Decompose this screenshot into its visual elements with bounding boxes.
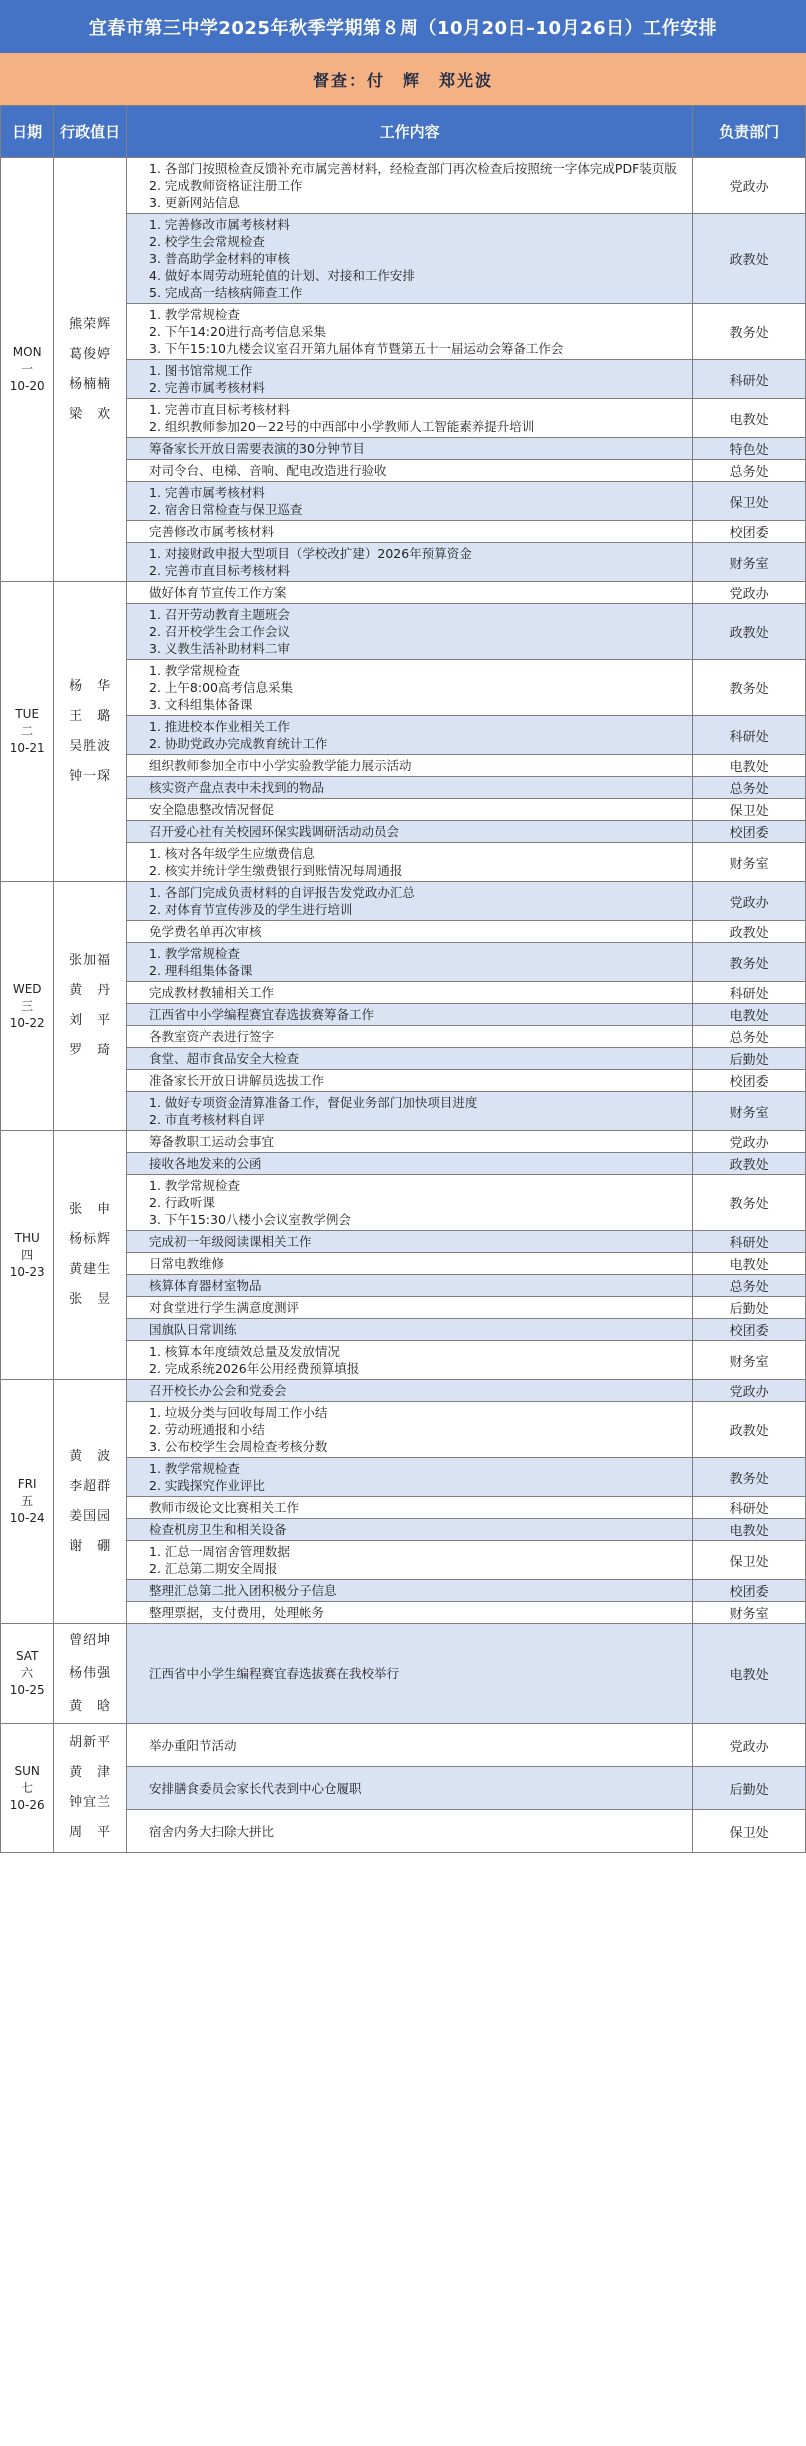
work-line: 1. 各部门按照检查反馈补充市属完善材料，经检查部门再次检查后按照统一字体完成PDF装页版: [149, 161, 677, 176]
dept-cell: 政教处: [693, 1153, 806, 1175]
header-duty: 行政值日: [54, 106, 127, 158]
dept-cell: 校团委: [693, 1070, 806, 1092]
work-line: 宿舍内务大扫除大拼比: [149, 1823, 275, 1839]
table-header-row: [1, 106, 806, 158]
work-line: 1. 图书馆常规工作: [149, 363, 253, 378]
dept-cell: 总务处: [693, 777, 806, 799]
work-line: 日常电教维修: [149, 1256, 225, 1271]
work-content-cell: [127, 521, 693, 543]
work-content-cell: [127, 1724, 693, 1767]
dept-cell: 教务处: [693, 660, 806, 716]
duty-person: 吴胜波: [69, 738, 112, 754]
dept-cell: 党政办: [693, 158, 806, 214]
work-line: 2. 理科组集体备课: [149, 963, 253, 978]
duty-person: 李超群: [69, 1478, 112, 1494]
dept-cell: 政教处: [693, 214, 806, 304]
work-line: 召开校长办公会和党委会: [149, 1383, 287, 1398]
work-line: 1. 对接财政申报大型项目（学校改扩建）2026年预算资金: [149, 546, 472, 561]
day-code: MON: [12, 345, 42, 359]
work-line: 5. 完成高一结核病筛查工作: [149, 285, 303, 300]
work-content-cell: [127, 1624, 693, 1724]
day-date: 10-24: [9, 1511, 45, 1525]
work-line: 国旗队日常训练: [149, 1322, 237, 1337]
dept-cell: 教务处: [693, 943, 806, 982]
dept-cell: 后勤处: [693, 1767, 806, 1810]
day-cn: 四: [21, 1247, 34, 1262]
work-line: 做好体育节宣传工作方案: [149, 585, 287, 600]
table-row: [1, 1724, 806, 1767]
table-row: [1, 882, 806, 921]
day-date: 10-22: [9, 1015, 45, 1030]
day-date: 10-20: [9, 379, 45, 393]
duty-person: 周 平: [69, 1825, 112, 1840]
duty-person: 杨标辉: [69, 1232, 112, 1247]
work-content-cell: [127, 360, 693, 399]
work-content-cell: [127, 438, 693, 460]
dept-cell: 校团委: [693, 521, 806, 543]
duty-cell: [54, 882, 127, 1131]
duty-person: 王 璐: [69, 708, 112, 724]
header-content: 工作内容: [127, 106, 693, 158]
day-cn: 七: [21, 1780, 34, 1795]
work-content-cell: [127, 821, 693, 843]
duty-person: 张 昱: [69, 1292, 112, 1307]
header-dept: 负责部门: [693, 106, 806, 158]
work-line: 1. 垃圾分类与回收每周工作小结: [149, 1405, 328, 1420]
day-code: WED: [12, 981, 42, 996]
dept-cell: 后勤处: [693, 1297, 806, 1319]
work-content-cell: [127, 755, 693, 777]
work-line: 3. 下午15:10九楼会议室召开第九届体育节暨第五十一届运动会筹备工作会: [149, 341, 564, 356]
schedule-table: [0, 105, 806, 1853]
work-content-cell: [127, 799, 693, 821]
day-date: 10-21: [9, 741, 45, 755]
work-content-cell: [127, 716, 693, 755]
work-line: 江西省中小学编程赛宜春选拔赛筹备工作: [149, 1007, 375, 1022]
duty-cell: [54, 1131, 127, 1380]
work-line: 3. 公布校学生会周检查考核分数: [149, 1439, 328, 1454]
work-line: 1. 各部门完成负责材料的自评报告发党政办汇总: [149, 885, 415, 900]
work-line: 检查机房卫生和相关设备: [149, 1522, 287, 1537]
work-line: 1. 推进校本作业相关工作: [149, 719, 290, 734]
work-line: 2. 召开校学生会工作会议: [149, 624, 290, 639]
work-line: 4. 做好本周劳动班轮值的计划、对接和工作安排: [149, 268, 415, 283]
work-content-cell: [127, 1341, 693, 1380]
work-line: 1. 汇总一周宿舍管理数据: [149, 1544, 290, 1559]
work-line: 对食堂进行学生满意度测评: [149, 1300, 300, 1315]
day-date: 10-23: [9, 1264, 45, 1279]
work-line: 2. 核实并统计学生缴费银行到账情况每周通报: [149, 863, 403, 878]
work-content-cell: [127, 1319, 693, 1341]
work-line: 2. 汇总第二期安全周报: [149, 1561, 278, 1576]
dept-cell: 党政办: [693, 1131, 806, 1153]
work-line: 食堂、超市食品安全大检查: [149, 1051, 300, 1066]
duty-person: 杨 华: [69, 678, 112, 694]
dept-cell: 校团委: [693, 1580, 806, 1602]
dept-cell: 电教处: [693, 1253, 806, 1275]
work-content-cell: [127, 1253, 693, 1275]
table-row: [1, 1624, 806, 1724]
dept-cell: 科研处: [693, 716, 806, 755]
work-content-cell: [127, 1541, 693, 1580]
work-line: 安排膳食委员会家长代表到中心仓履职: [149, 1780, 362, 1796]
duty-person: 梁 欢: [69, 406, 112, 422]
work-content-cell: [127, 1153, 693, 1175]
work-line: 3. 更新网站信息: [149, 195, 240, 210]
work-content-cell: [127, 1004, 693, 1026]
duty-person: 黄 丹: [69, 983, 112, 998]
work-content-cell: [127, 777, 693, 799]
work-content-cell: [127, 1580, 693, 1602]
work-content-cell: [127, 1767, 693, 1810]
work-content-cell: [127, 582, 693, 604]
day-cell: [1, 158, 54, 582]
work-content-cell: [127, 1297, 693, 1319]
work-content-cell: [127, 982, 693, 1004]
day-code: SAT: [15, 1649, 39, 1663]
work-line: 2. 上午8:00高考信息采集: [149, 680, 293, 695]
work-content-cell: [127, 921, 693, 943]
day-cn: 六: [21, 1666, 34, 1680]
dept-cell: 电教处: [693, 399, 806, 438]
duty-person: 罗 琦: [69, 1043, 112, 1058]
dept-cell: 后勤处: [693, 1048, 806, 1070]
day-cell: [1, 1724, 54, 1853]
duty-person: 杨楠楠: [69, 376, 112, 392]
supervisor-banner: 督查：付 辉 郑光波: [0, 53, 806, 105]
work-content-cell: [127, 1810, 693, 1853]
work-line: 2. 实践探究作业评比: [149, 1478, 265, 1493]
duty-person: 钟宜兰: [69, 1795, 112, 1810]
work-line: 2. 行政听课: [149, 1195, 215, 1210]
work-content-cell: [127, 1519, 693, 1541]
duty-person: 胡新平: [69, 1735, 112, 1750]
work-line: 筹备家长开放日需要表演的30分钟节目: [149, 441, 365, 456]
dept-cell: 财务室: [693, 1092, 806, 1131]
day-cell: [1, 1624, 54, 1724]
day-date: 10-26: [9, 1797, 45, 1812]
work-line: 对司令台、电梯、音响、配电改造进行验收: [149, 463, 387, 478]
work-line: 1. 做好专项资金清算准备工作，督促业务部门加快项目进度: [149, 1095, 478, 1110]
work-line: 1. 召开劳动教育主题班会: [149, 607, 290, 622]
work-line: 2. 完成教师资格证注册工作: [149, 178, 303, 193]
dept-cell: 财务室: [693, 1602, 806, 1624]
duty-person: 熊荣辉: [69, 316, 112, 332]
dept-cell: 校团委: [693, 1319, 806, 1341]
work-content-cell: [127, 158, 693, 214]
work-line: 各教室资产表进行签字: [149, 1029, 275, 1044]
work-content-cell: [127, 304, 693, 360]
duty-cell: [54, 1724, 127, 1853]
work-content-cell: [127, 214, 693, 304]
dept-cell: 党政办: [693, 882, 806, 921]
page-title: 宜春市第三中学2025年秋季学期第８周（10月20日–10月26日）工作安排: [0, 0, 806, 53]
day-cell: [1, 882, 54, 1131]
work-line: 安全隐患整改情况督促: [149, 802, 275, 817]
dept-cell: 电教处: [693, 755, 806, 777]
dept-cell: 总务处: [693, 1275, 806, 1297]
work-line: 教师市级论文比赛相关工作: [149, 1500, 300, 1515]
work-line: 1. 完善市直目标考核材料: [149, 402, 290, 417]
dept-cell: 科研处: [693, 1231, 806, 1253]
work-line: 2. 协助党政办完成教育统计工作: [149, 736, 328, 751]
work-content-cell: [127, 1026, 693, 1048]
work-line: 3. 下午15:30八楼小会议室教学例会: [149, 1212, 351, 1227]
duty-person: 姜国园: [69, 1508, 112, 1524]
work-content-cell: [127, 399, 693, 438]
dept-cell: 科研处: [693, 1497, 806, 1519]
duty-person: 黄建生: [69, 1262, 112, 1277]
work-line: 2. 对体育节宣传涉及的学生进行培训: [149, 902, 353, 917]
work-content-cell: [127, 660, 693, 716]
work-line: 1. 教学常规检查: [149, 307, 240, 322]
work-content-cell: [127, 1275, 693, 1297]
day-date: 10-25: [9, 1683, 45, 1697]
dept-cell: 党政办: [693, 1380, 806, 1402]
dept-cell: 政教处: [693, 1402, 806, 1458]
work-content-cell: [127, 1048, 693, 1070]
day-cn: 二: [21, 724, 34, 738]
duty-person: 张加福: [69, 953, 112, 968]
dept-cell: 总务处: [693, 1026, 806, 1048]
day-cn: 五: [21, 1494, 34, 1508]
work-content-cell: [127, 1070, 693, 1092]
work-content-cell: [127, 460, 693, 482]
work-content-cell: [127, 882, 693, 921]
dept-cell: 政教处: [693, 604, 806, 660]
dept-cell: 保卫处: [693, 799, 806, 821]
work-line: 2. 完善市直目标考核材料: [149, 563, 290, 578]
day-code: THU: [14, 1230, 40, 1245]
duty-person: 黄 晗: [69, 1699, 112, 1714]
duty-person: 葛俊婷: [69, 346, 112, 362]
dept-cell: 教务处: [693, 304, 806, 360]
table-row: [1, 158, 806, 214]
work-line: 完成教材教辅相关工作: [149, 985, 275, 1000]
dept-cell: 特色处: [693, 438, 806, 460]
work-line: 3. 普高助学金材料的审核: [149, 251, 290, 266]
work-line: 1. 核算本年度绩效总量及发放情况: [149, 1344, 340, 1359]
dept-cell: 电教处: [693, 1624, 806, 1724]
work-line: 核算体育器材室物品: [149, 1278, 262, 1293]
schedule-body: [1, 158, 806, 1853]
work-content-cell: [127, 1380, 693, 1402]
day-cn: 一: [21, 362, 34, 376]
work-line: 2. 下午14:20进行高考信息采集: [149, 324, 326, 339]
day-code: FRI: [17, 1477, 37, 1491]
dept-cell: 电教处: [693, 1519, 806, 1541]
work-content-cell: [127, 1175, 693, 1231]
duty-person: 钟一琛: [69, 768, 112, 784]
work-line: 1. 教学常规检查: [149, 663, 240, 678]
duty-person: 黄 津: [69, 1765, 112, 1780]
work-content-cell: [127, 604, 693, 660]
work-content-cell: [127, 1092, 693, 1131]
day-code: TUE: [15, 707, 40, 721]
work-content-cell: [127, 1497, 693, 1519]
work-line: 1. 完善修改市属考核材料: [149, 217, 290, 232]
day-code: SUN: [14, 1763, 40, 1778]
work-line: 3. 义教生活补助材料二审: [149, 641, 290, 656]
dept-cell: 教务处: [693, 1175, 806, 1231]
dept-cell: 政教处: [693, 921, 806, 943]
duty-cell: [54, 582, 127, 882]
work-line: 完善修改市属考核材料: [149, 524, 275, 539]
work-line: 2. 校学生会常规检查: [149, 234, 265, 249]
work-line: 免学费名单再次审核: [149, 924, 262, 939]
table-row: [1, 582, 806, 604]
work-line: 1. 教学常规检查: [149, 1178, 240, 1193]
work-line: 1. 完善市属考核材料: [149, 485, 265, 500]
work-line: 组织教师参加全市中小学实验教学能力展示活动: [149, 758, 412, 773]
table-row: [1, 1380, 806, 1402]
work-content-cell: [127, 843, 693, 882]
work-content-cell: [127, 543, 693, 582]
dept-cell: 总务处: [693, 460, 806, 482]
duty-person: 张 申: [69, 1202, 112, 1217]
table-row: [1, 1131, 806, 1153]
work-line: 2. 市直考核材料自评: [149, 1112, 265, 1127]
work-content-cell: [127, 1402, 693, 1458]
work-line: 3. 文科组集体备课: [149, 697, 253, 712]
work-line: 核实资产盘点表中未找到的物品: [149, 780, 325, 795]
work-line: 2. 完成系统2026年公用经费预算填报: [149, 1361, 360, 1376]
work-line: 举办重阳节活动: [149, 1737, 237, 1753]
work-content-cell: [127, 1231, 693, 1253]
work-content-cell: [127, 1602, 693, 1624]
work-line: 2. 组织教师参加20－22号的中西部中小学教师人工智能素养提升培训: [149, 419, 535, 434]
dept-cell: 科研处: [693, 360, 806, 399]
dept-cell: 保卫处: [693, 1541, 806, 1580]
work-content-cell: [127, 1131, 693, 1153]
work-line: 江西省中小学生编程赛宜春选拔赛在我校举行: [149, 1666, 400, 1681]
work-line: 完成初一年级阅读课相关工作: [149, 1234, 312, 1249]
dept-cell: 保卫处: [693, 482, 806, 521]
work-content-cell: [127, 943, 693, 982]
work-line: 1. 核对各年级学生应缴费信息: [149, 846, 315, 861]
dept-cell: 党政办: [693, 1724, 806, 1767]
work-line: 准备家长开放日讲解员选拔工作: [149, 1073, 325, 1088]
duty-person: 曾绍坤: [69, 1633, 112, 1648]
day-cell: [1, 1380, 54, 1624]
dept-cell: 教务处: [693, 1458, 806, 1497]
duty-person: 黄 波: [69, 1448, 112, 1464]
header-date: 日期: [1, 106, 54, 158]
work-line: 接收各地发来的公函: [149, 1156, 262, 1171]
work-line: 筹备教职工运动会事宜: [149, 1134, 275, 1149]
dept-cell: 电教处: [693, 1004, 806, 1026]
duty-person: 杨伟强: [69, 1666, 112, 1681]
dept-cell: 校团委: [693, 821, 806, 843]
day-cell: [1, 582, 54, 882]
work-line: 整理汇总第二批入团积极分子信息: [149, 1583, 337, 1598]
work-line: 召开爱心社有关校园环保实践调研活动动员会: [149, 824, 400, 839]
work-line: 2. 劳动班通报和小结: [149, 1422, 265, 1437]
duty-cell: [54, 158, 127, 582]
duty-person: 谢 硼: [69, 1538, 112, 1554]
duty-person: 刘 平: [69, 1013, 112, 1028]
work-line: 2. 完善市属考核材料: [149, 380, 265, 395]
duty-cell: [54, 1624, 127, 1724]
work-line: 1. 教学常规检查: [149, 1461, 240, 1476]
dept-cell: 保卫处: [693, 1810, 806, 1853]
dept-cell: 财务室: [693, 543, 806, 582]
work-line: 2. 宿舍日常检查与保卫巡查: [149, 502, 303, 517]
duty-cell: [54, 1380, 127, 1624]
work-line: 整理票据，支付费用，处理帐务: [149, 1605, 325, 1620]
dept-cell: 党政办: [693, 582, 806, 604]
day-cell: [1, 1131, 54, 1380]
dept-cell: 财务室: [693, 843, 806, 882]
dept-cell: 科研处: [693, 982, 806, 1004]
work-content-cell: [127, 482, 693, 521]
work-line: 1. 教学常规检查: [149, 946, 240, 961]
work-content-cell: [127, 1458, 693, 1497]
dept-cell: 财务室: [693, 1341, 806, 1380]
day-cn: 三: [21, 998, 34, 1013]
